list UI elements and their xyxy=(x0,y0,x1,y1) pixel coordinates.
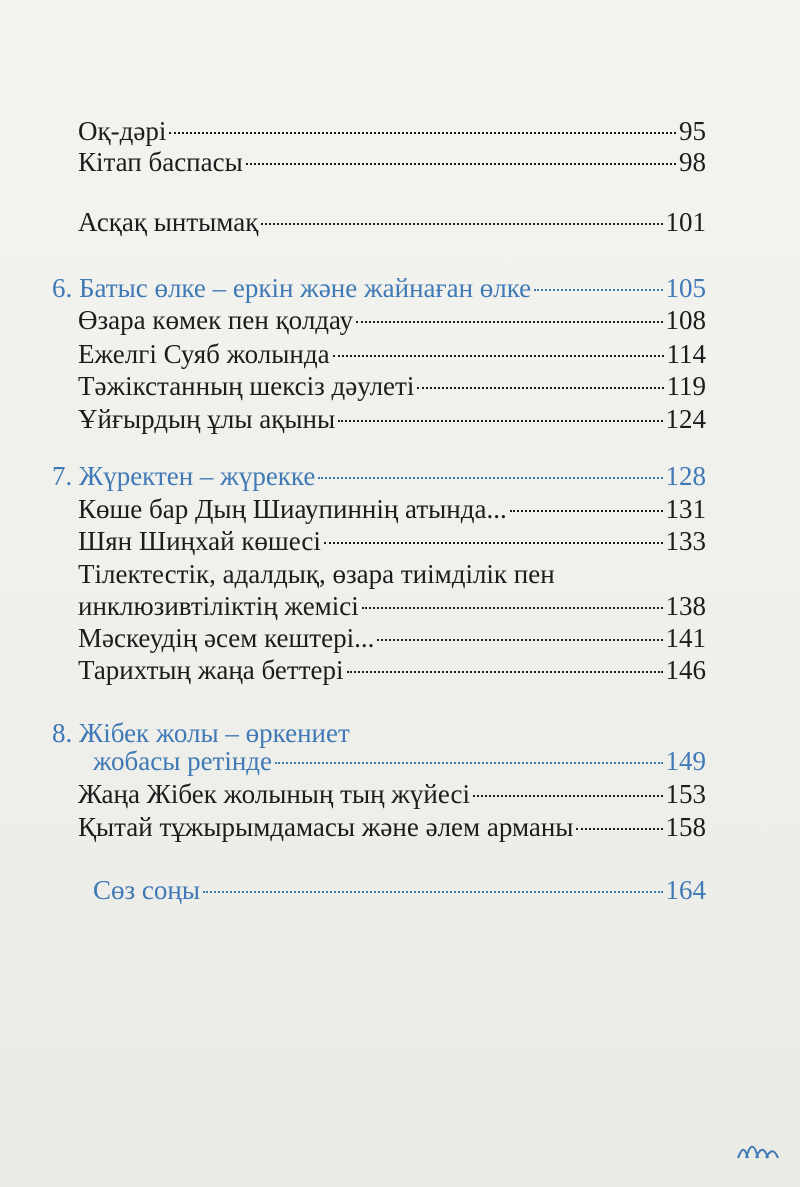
toc-entry xyxy=(78,401,706,437)
toc-page-number: 153 xyxy=(665,779,706,809)
toc-leader-dots xyxy=(510,510,663,512)
toc-entry-title: инклюзивтіліктің жемісі xyxy=(78,591,359,621)
toc-entry xyxy=(78,302,706,338)
toc-entry-title: Ұйғырдың ұлы ақыны xyxy=(78,404,336,434)
toc-page-number: 158 xyxy=(665,812,706,842)
toc-leader-dots xyxy=(347,671,663,673)
toc-chapter-heading xyxy=(52,270,706,306)
toc-entry-title: Өзара көмек пен қолдау xyxy=(78,305,354,335)
toc-leader-dots xyxy=(275,762,662,764)
toc-leader-dots xyxy=(356,321,662,323)
toc-chapter-title: Сөз соңы xyxy=(93,875,200,905)
toc-entry-title: Оқ-дәрі xyxy=(78,116,167,146)
toc-page-number: 95 xyxy=(679,116,706,146)
toc-chapter-heading xyxy=(52,458,706,494)
toc-page-number: 119 xyxy=(666,371,706,401)
toc-entry xyxy=(78,204,706,240)
toc-page-number: 131 xyxy=(665,494,706,524)
toc-entry xyxy=(78,523,706,559)
toc-page-number: 114 xyxy=(666,339,706,369)
toc-entry xyxy=(78,809,706,845)
toc-entry-title: Жаңа Жібек жолының тың жүйесі xyxy=(78,779,471,809)
decorative-flourish-icon xyxy=(732,1136,784,1164)
toc-leader-dots xyxy=(417,387,663,389)
toc-leader-dots xyxy=(338,420,662,422)
toc-chapter-title: 8. Жібек жолы – өркениет xyxy=(52,718,350,748)
toc-leader-dots xyxy=(324,542,663,544)
toc-leader-dots xyxy=(377,639,662,641)
toc-entry-title: Мәскеудің әсем кештері... xyxy=(78,623,375,653)
toc-leader-dots xyxy=(473,795,662,797)
toc-leader-dots xyxy=(576,828,662,830)
toc-entry-title: Көше бар Дың Шиаупиннің атында... xyxy=(78,494,507,524)
toc-leader-dots xyxy=(333,355,664,357)
toc-entry-title: Тарихтың жаңа беттері xyxy=(78,655,344,685)
toc-entry-title: Асқақ ынтымақ xyxy=(78,207,259,237)
toc-leader-dots xyxy=(261,223,662,225)
toc-page-number: 146 xyxy=(665,655,706,685)
toc-page-number: 164 xyxy=(665,875,706,905)
toc-entry-title: Шян Шиңхай көшесі xyxy=(78,526,321,556)
toc-entry-title: Тәжікстанның шексіз дәулеті xyxy=(78,371,415,401)
toc-page-number: 141 xyxy=(665,623,706,653)
toc-entry-title: Тілектестік, адалдық, өзара тиімділік пен xyxy=(78,559,555,589)
toc-leader-dots xyxy=(246,163,676,165)
toc-page-number: 128 xyxy=(665,461,706,491)
toc-chapter-title: 7. Жүректен – жүрекке xyxy=(52,461,316,491)
toc-page-number: 133 xyxy=(665,526,706,556)
toc-entry-title: Қытай тұжырымдамасы және әлем арманы xyxy=(78,812,574,842)
toc-leader-dots xyxy=(362,607,663,609)
toc-page-number: 149 xyxy=(665,746,706,776)
toc-leader-dots xyxy=(203,891,663,893)
toc-entry xyxy=(78,652,706,688)
toc-chapter-title: 6. Батыс өлке – еркін және жайнаған өлке xyxy=(52,273,532,303)
toc-chapter-heading xyxy=(93,872,706,908)
toc-entry xyxy=(78,144,706,180)
toc-page-number: 101 xyxy=(665,207,706,237)
toc-chapter-title: жобасы ретінде xyxy=(93,746,273,776)
toc-page-number: 138 xyxy=(665,591,706,621)
toc-page-number: 124 xyxy=(665,404,706,434)
toc-leader-dots xyxy=(169,132,676,134)
toc-page-number: 98 xyxy=(679,147,706,177)
toc-entry xyxy=(78,620,706,656)
toc-leader-dots xyxy=(318,477,662,479)
toc-entry xyxy=(78,368,706,404)
toc-entry-title: Кітап баспасы xyxy=(78,147,243,177)
toc-entry xyxy=(78,336,706,372)
toc-page-number: 108 xyxy=(665,305,706,335)
toc-entry-title: Ежелгі Суяб жолында xyxy=(78,339,330,369)
toc-entry-line xyxy=(78,556,706,592)
toc-entry xyxy=(78,491,706,527)
toc-page-number: 105 xyxy=(665,273,706,303)
toc-entry xyxy=(78,776,706,812)
toc-leader-dots xyxy=(534,289,662,291)
toc-chapter-heading xyxy=(93,743,706,779)
toc-entry xyxy=(78,588,706,624)
